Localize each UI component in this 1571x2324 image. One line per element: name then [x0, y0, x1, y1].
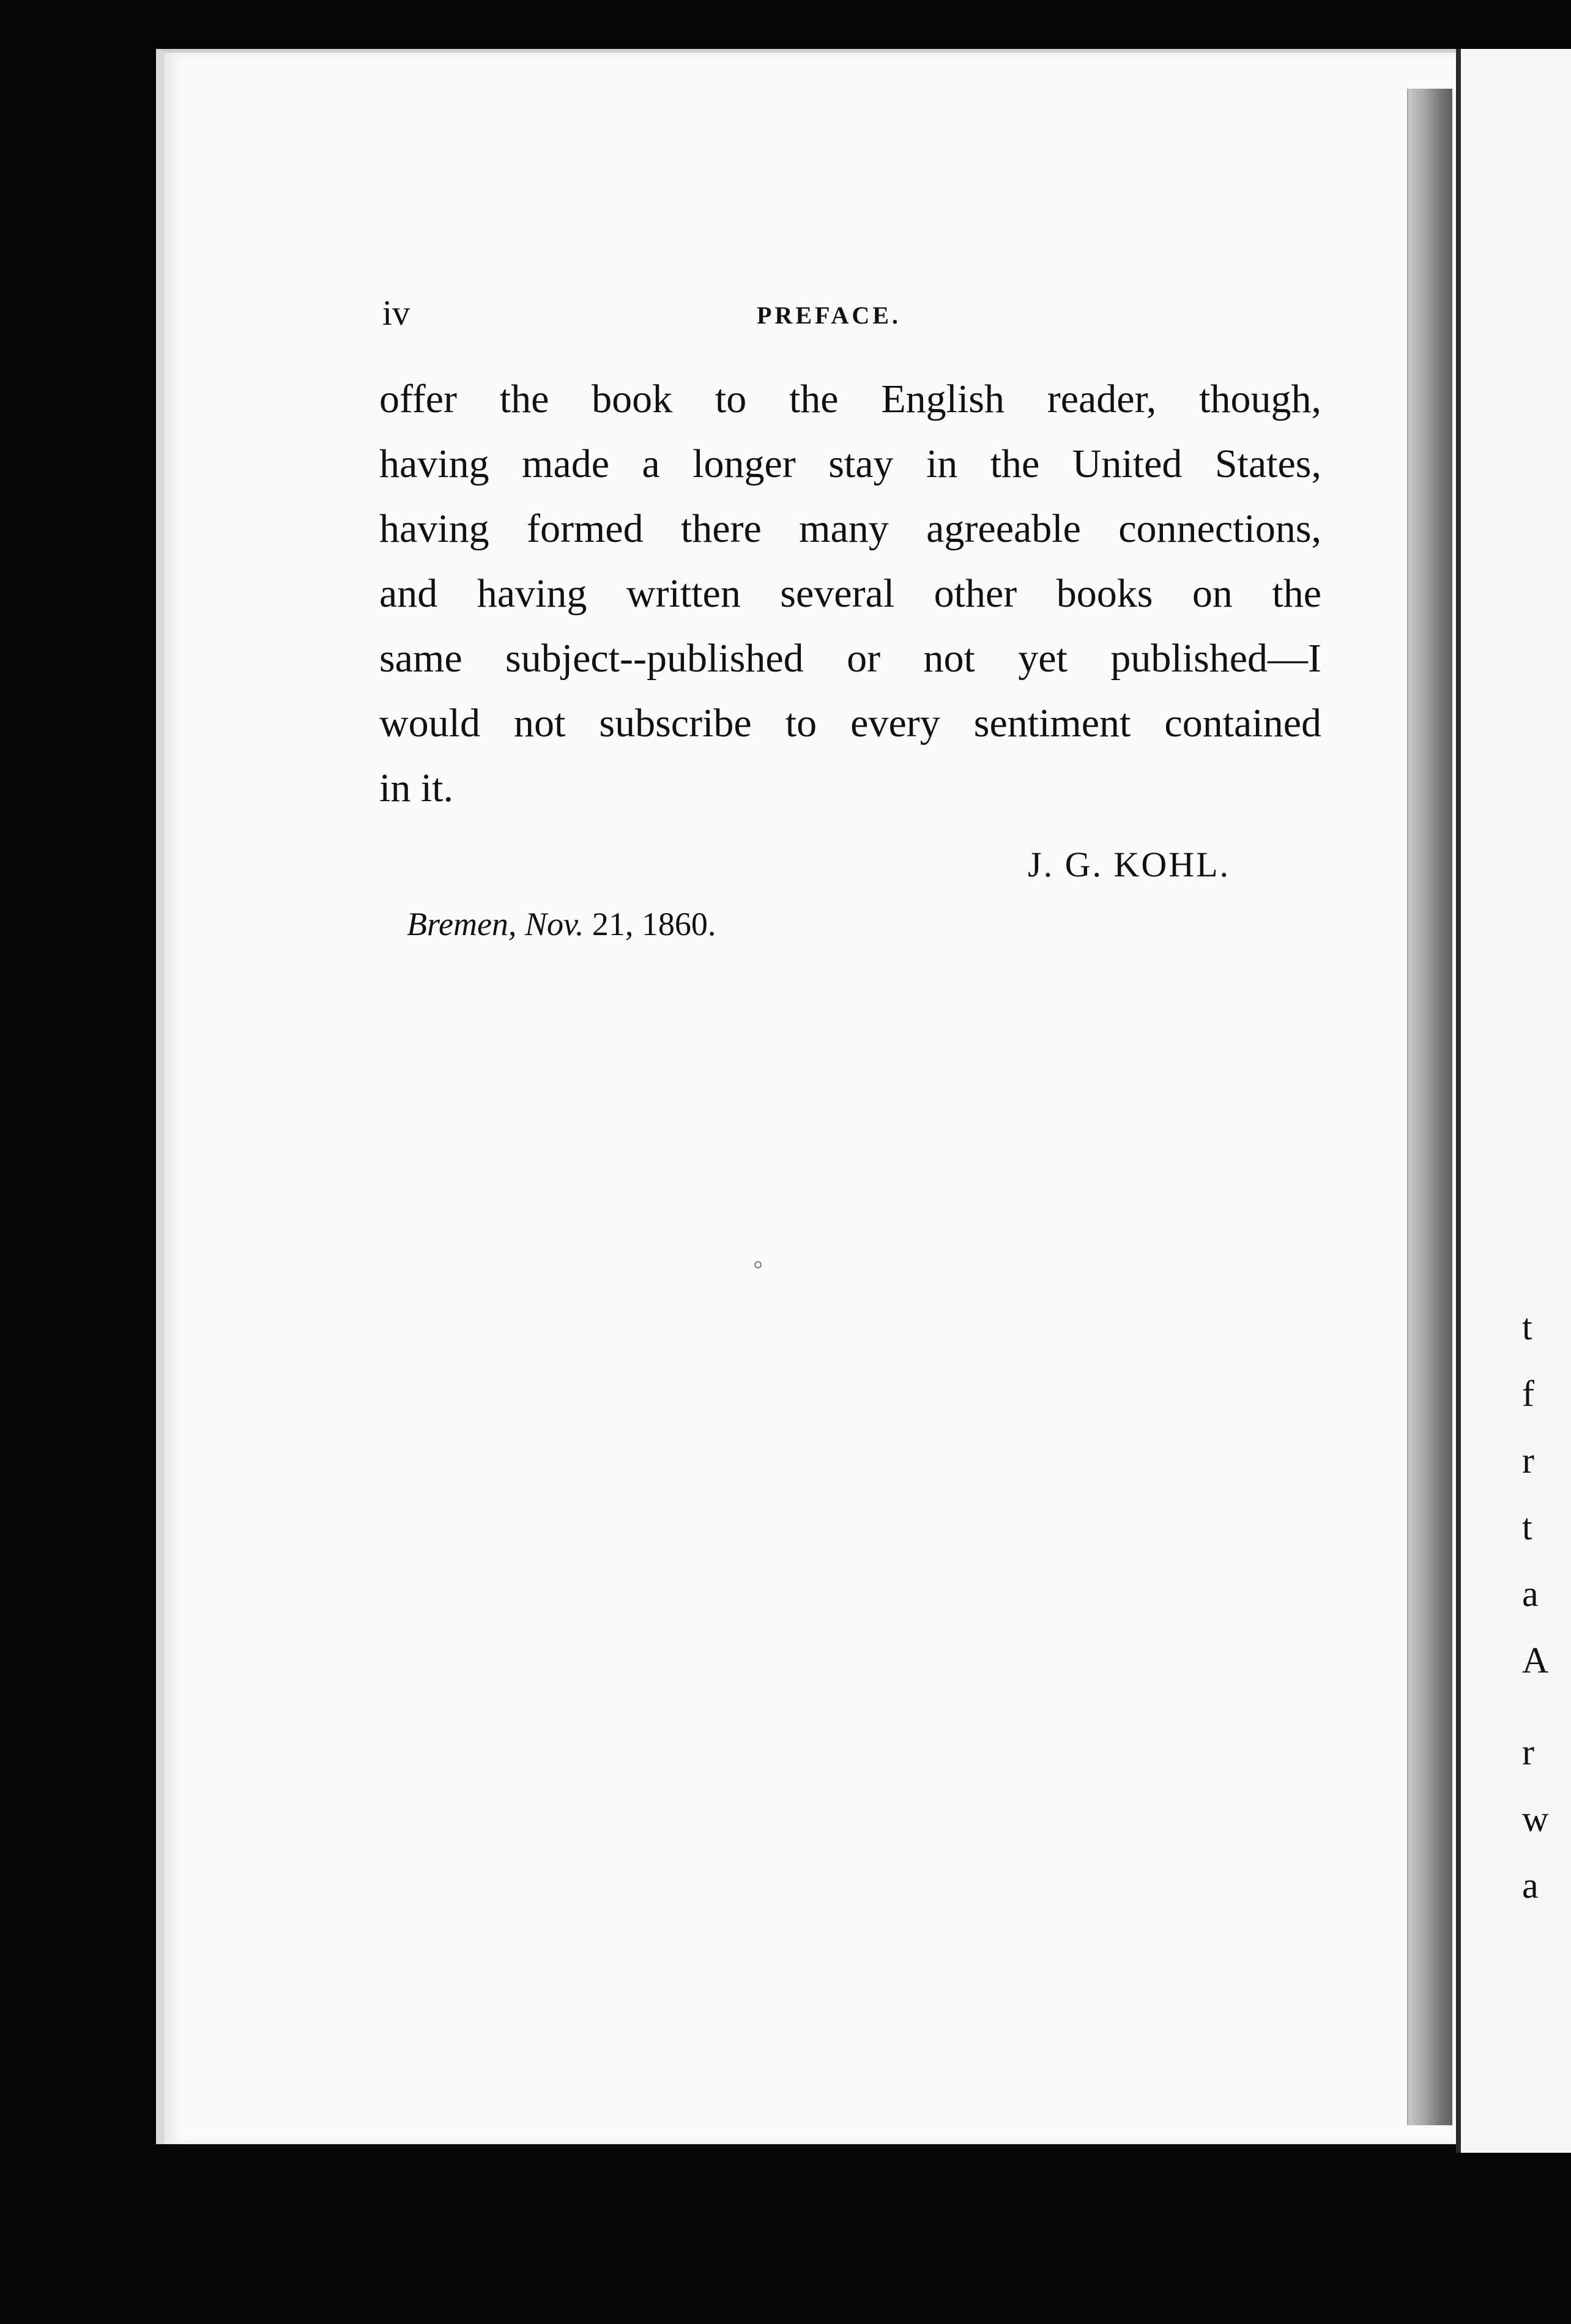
running-head: [382, 292, 1324, 335]
paper-speck: [754, 1261, 762, 1268]
text-line: offer the book to the English reader, though,: [379, 377, 1321, 421]
adjacent-page-letters: [1522, 1297, 1571, 1922]
author-signature: J. G. KOHL.: [1028, 845, 1231, 884]
text-line: and having written several other books on the: [379, 571, 1321, 616]
adjacent-letter: A: [1522, 1640, 1549, 1681]
adjacent-letter: f: [1522, 1374, 1534, 1414]
text-line: in it.: [379, 766, 454, 810]
date-day-year: 21, 1860.: [592, 906, 716, 942]
place-name: Bremen,: [407, 906, 517, 942]
adjacent-page: [1456, 49, 1571, 2153]
text-line: same subject--published or not yet published—I: [379, 636, 1321, 681]
text-line: having made a longer stay in the United States,: [379, 442, 1321, 486]
adjacent-letter: r: [1522, 1732, 1534, 1772]
page-edge: [1407, 89, 1452, 2125]
adjacent-letter: t: [1522, 1507, 1532, 1547]
preface-text: [379, 367, 1321, 821]
date-month: Nov.: [524, 906, 584, 942]
book-page: [156, 49, 1474, 2144]
adjacent-letter: t: [1522, 1307, 1532, 1347]
page-number: iv: [382, 293, 410, 333]
adjacent-letter: w: [1522, 1799, 1549, 1839]
page-title: PREFACE.: [757, 302, 901, 329]
place-and-date: [407, 905, 716, 943]
adjacent-letter: a: [1522, 1865, 1539, 1906]
text-line: would not subscribe to every sentiment contained: [379, 701, 1321, 746]
adjacent-letter: r: [1522, 1440, 1534, 1481]
text-line: having formed there many agreeable connections,: [379, 506, 1321, 551]
adjacent-letter: a: [1522, 1574, 1539, 1614]
